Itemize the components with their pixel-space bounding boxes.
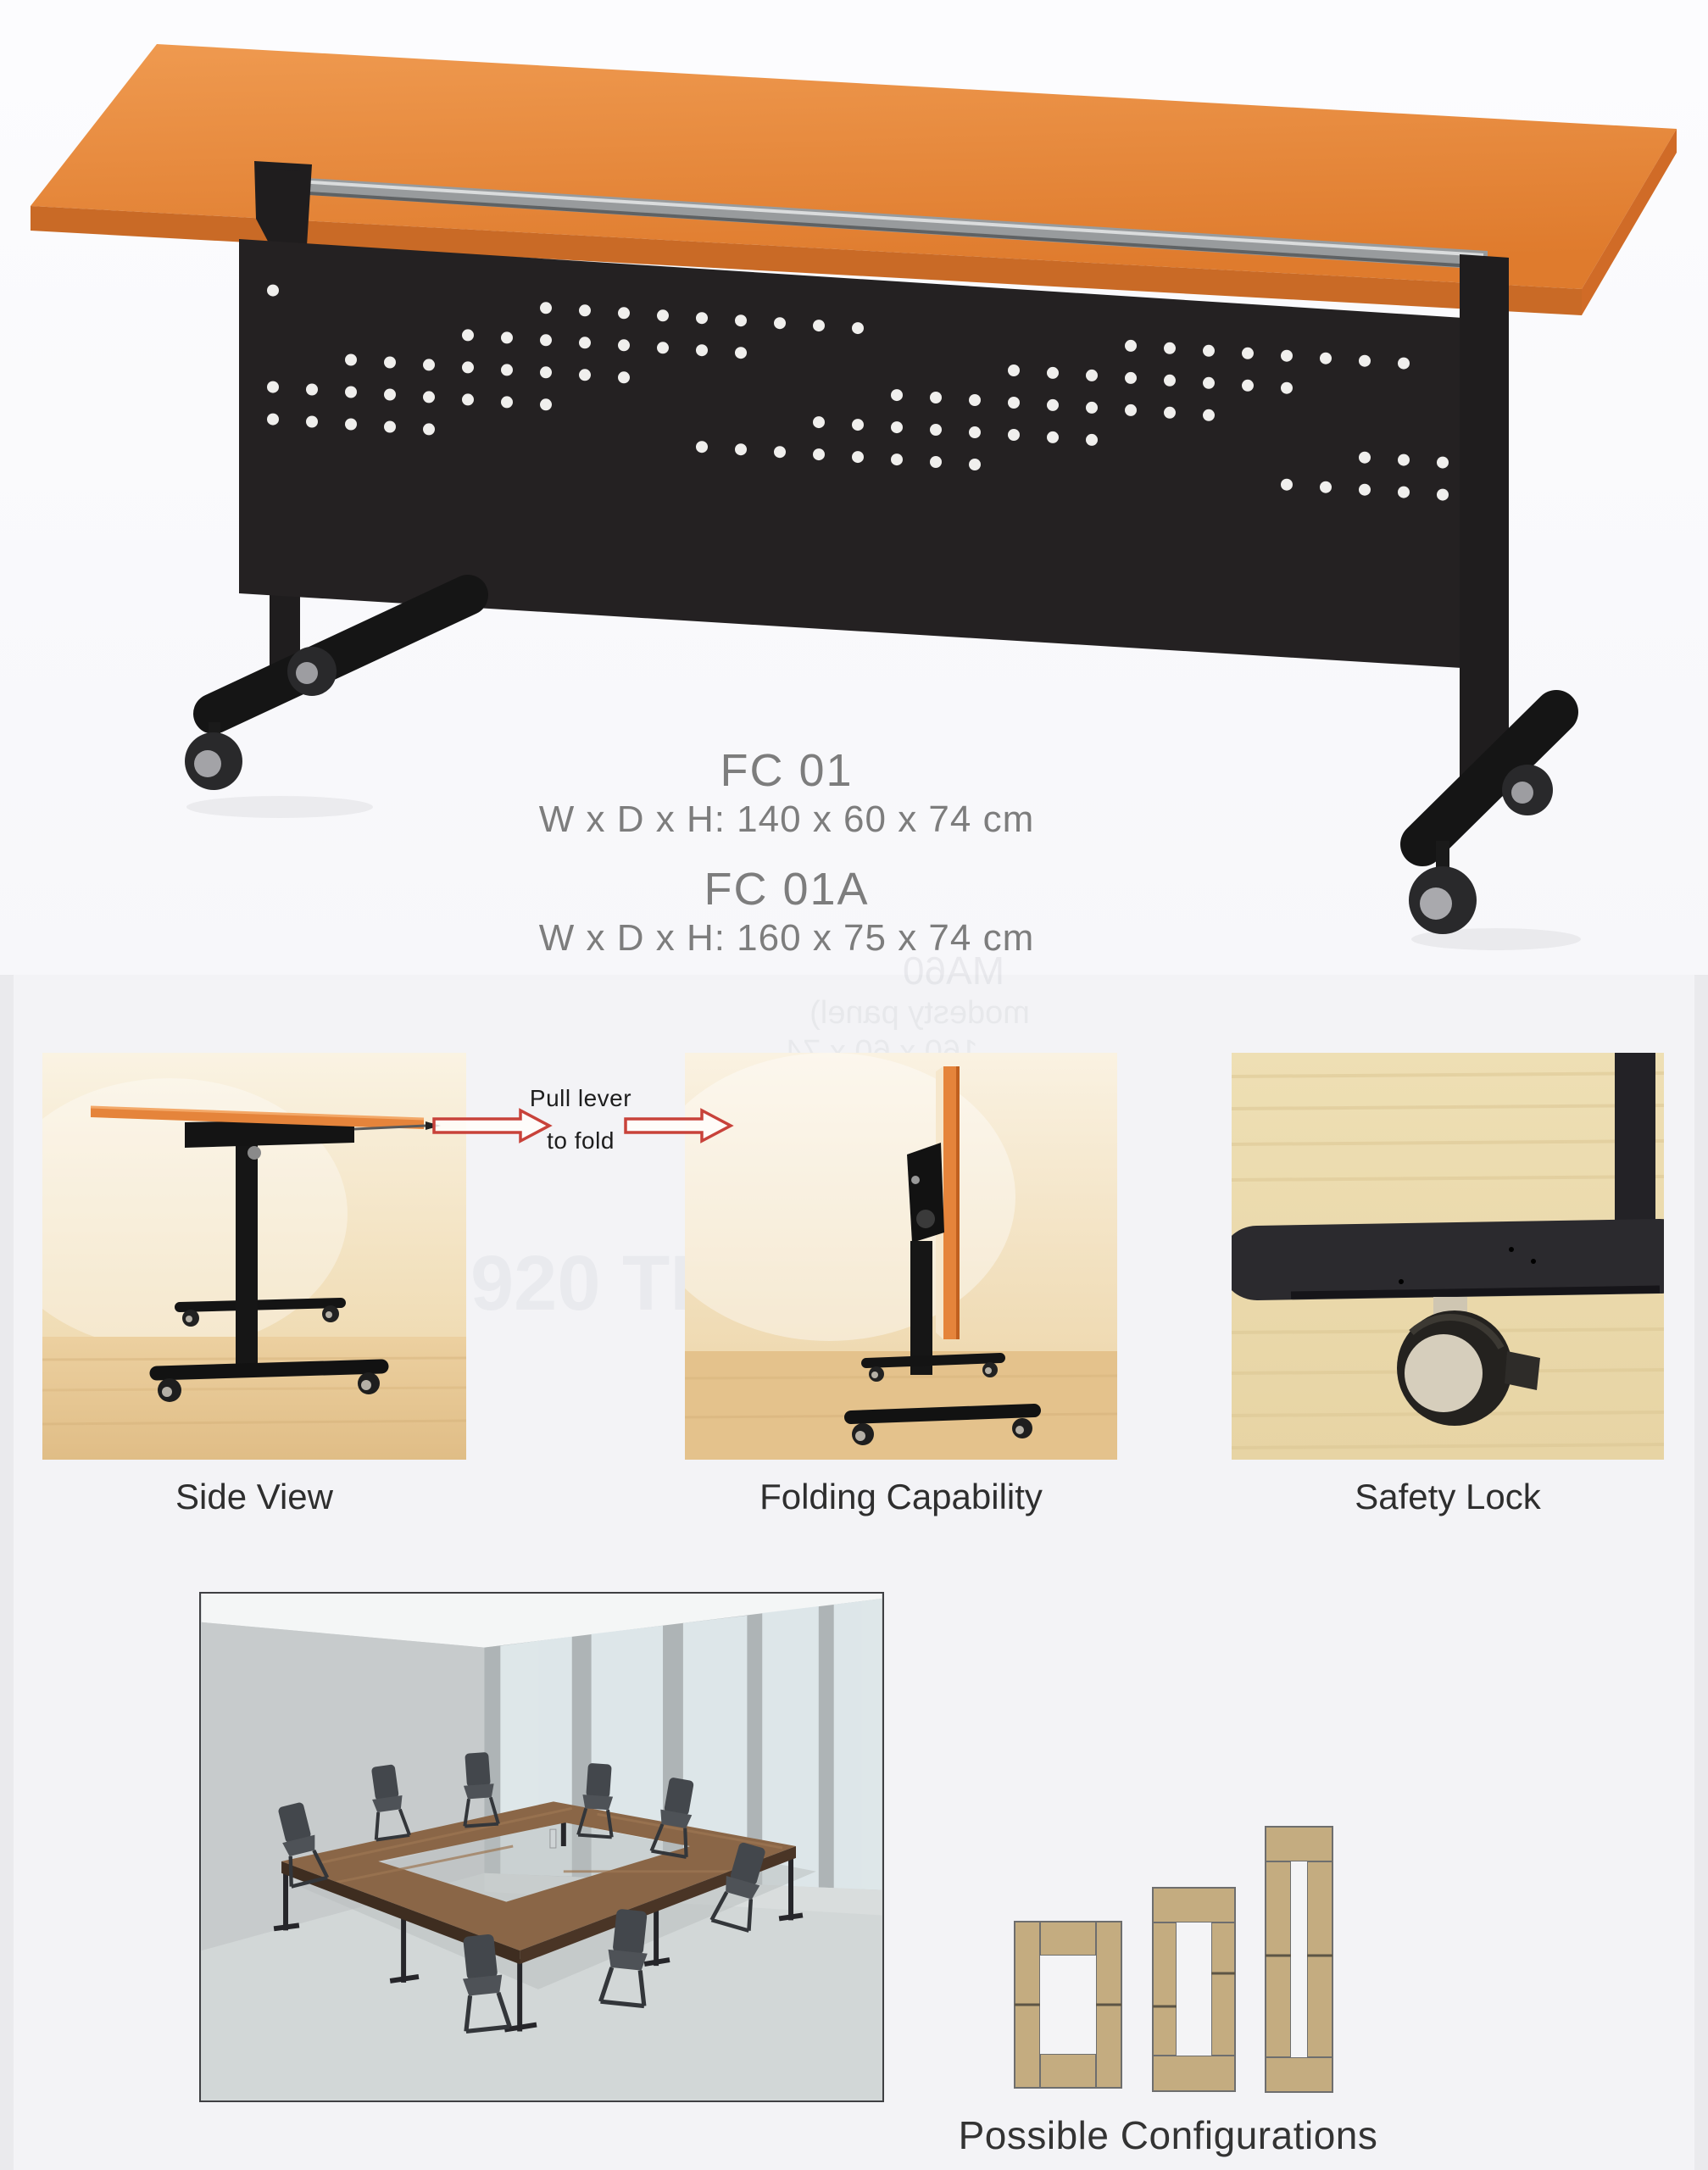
brake-lever	[1505, 1351, 1540, 1390]
caster-wheel	[287, 647, 337, 696]
arrow-right-icon	[434, 1110, 549, 1141]
caster-wheel	[1397, 1310, 1512, 1426]
annotation-line2: to fold	[547, 1127, 615, 1154]
leg-post	[910, 1241, 932, 1375]
folding-mechanism	[907, 1143, 944, 1243]
configuration-2	[1153, 1888, 1235, 2091]
configuration-diagrams	[1000, 1814, 1356, 2102]
caster-wheel	[1409, 866, 1477, 934]
photo-folding-capability	[685, 1053, 1117, 1460]
caption-side-view: Side View	[175, 1477, 333, 1516]
far-foot	[866, 1358, 1000, 1363]
far-foot	[180, 1303, 341, 1307]
right-leg-post	[1460, 254, 1509, 797]
leg-post	[236, 1134, 258, 1375]
caster-wheel	[1502, 765, 1553, 815]
ghost-text: modesty panel)	[809, 995, 1030, 1031]
ghost-text: 920 TR	[470, 1240, 726, 1327]
photo-safety-lock	[1232, 1053, 1664, 1460]
near-foot	[157, 1366, 381, 1373]
photo-meeting-room	[199, 1592, 884, 2102]
annotation-line1: Pull lever	[529, 1085, 632, 1111]
annotation-arrows	[424, 1102, 746, 1153]
water-bottle	[550, 1829, 556, 1848]
arrow-right-icon	[626, 1110, 731, 1141]
foot	[1257, 1256, 1660, 1263]
caster-wheel	[185, 732, 242, 790]
ghost-text: 160 x 60 x 74	[784, 1034, 979, 1070]
model-dimensions-fc01a: W x D x H: 160 x 75 x 74 cm	[538, 917, 1035, 959]
configurations-caption: Possible Configurations	[958, 2113, 1378, 2157]
photo-side-view	[42, 1053, 466, 1460]
configuration-3	[1266, 1827, 1332, 2092]
near-foot	[851, 1410, 1034, 1417]
model-name-fc01: FC 01	[720, 745, 854, 796]
caption-folding-capability: Folding Capability	[759, 1477, 1043, 1516]
model-name-fc01a: FC 01A	[704, 864, 870, 915]
model-dimensions-fc01: W x D x H: 140 x 60 x 74 cm	[538, 798, 1035, 840]
caption-safety-lock: Safety Lock	[1355, 1477, 1541, 1516]
